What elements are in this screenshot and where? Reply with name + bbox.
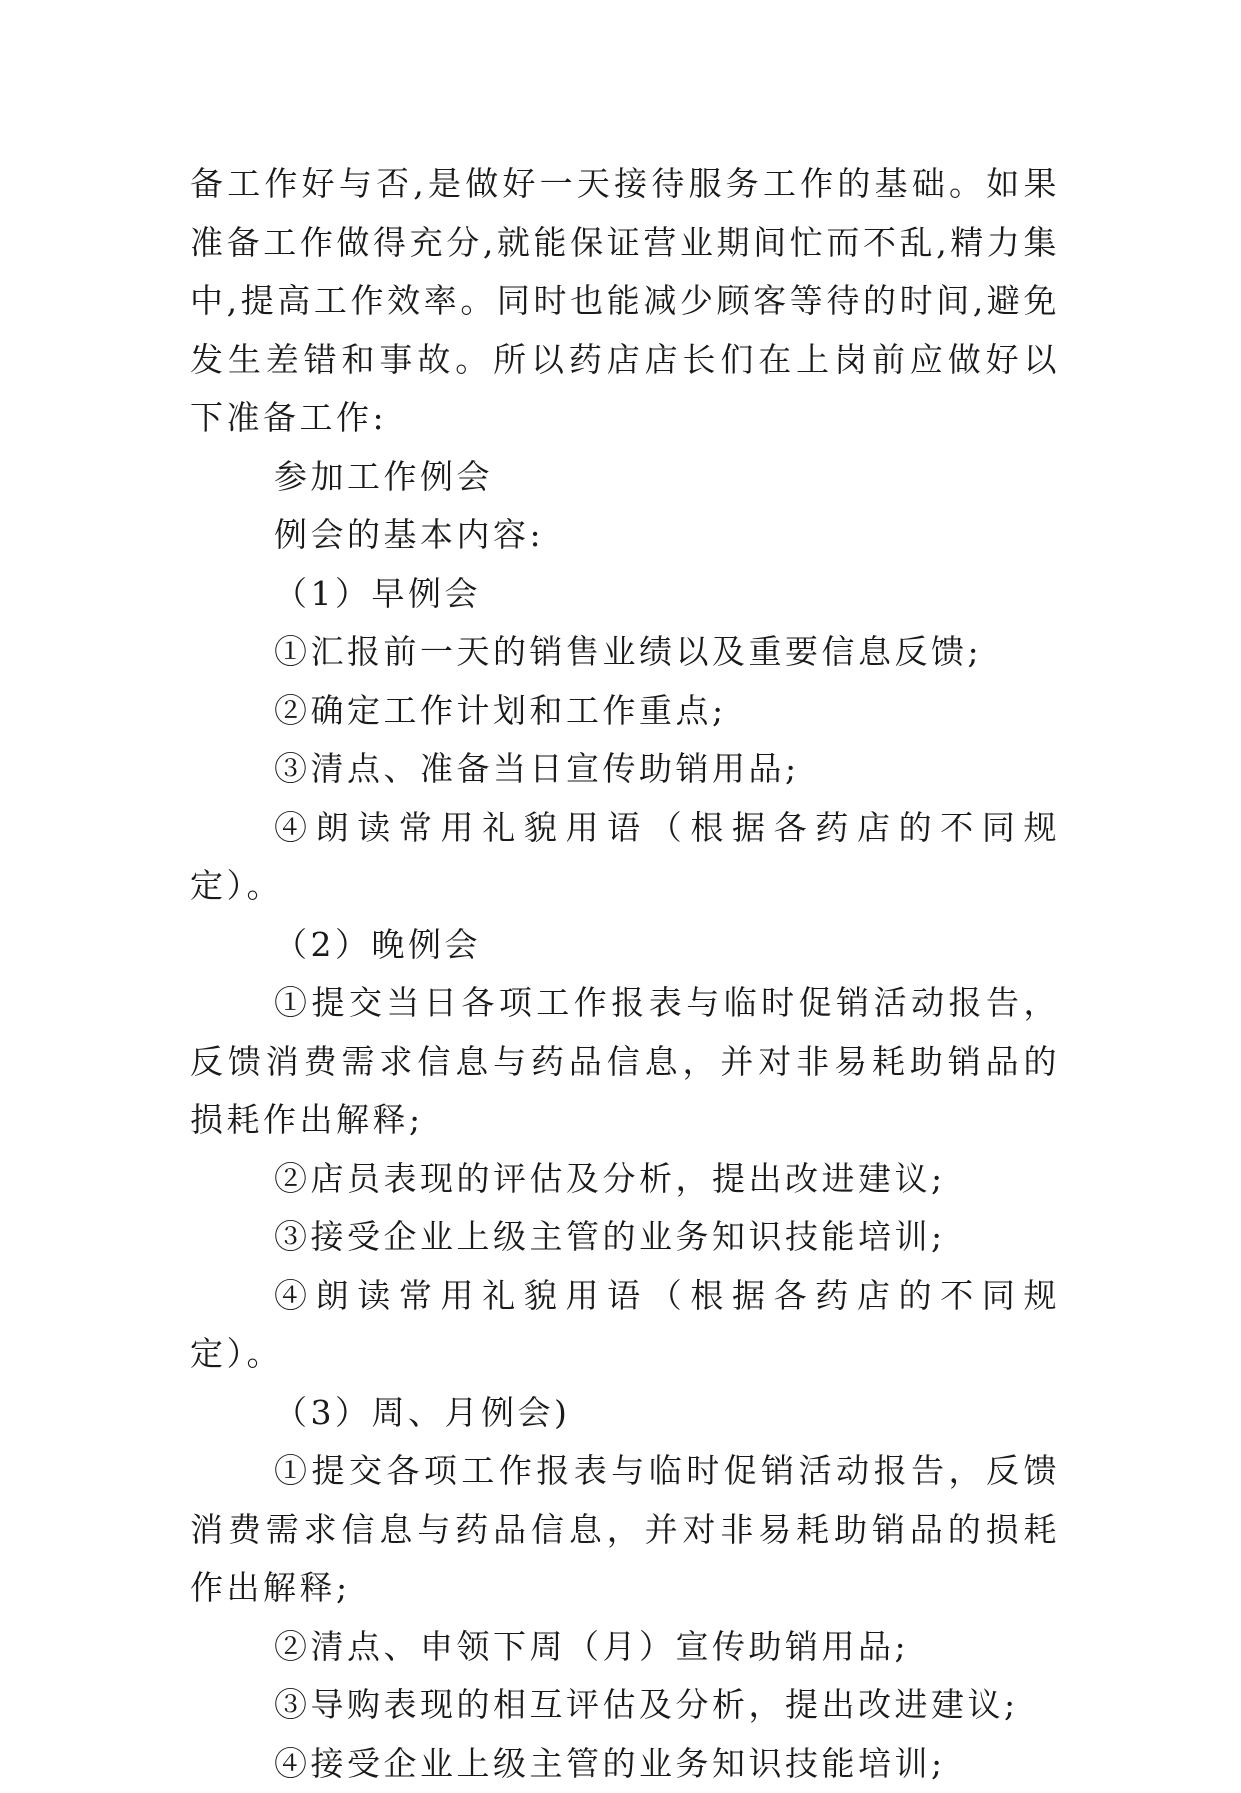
- list-item: ③清点、准备当日宣传助销用品;: [190, 740, 1060, 799]
- list-item: ①提交各项工作报表与临时促销活动报告，反馈消费需求信息与药品信息，并对非易耗助销品的损耗作出解释;: [190, 1442, 1060, 1618]
- section-heading: 参加工作例会: [190, 448, 1060, 507]
- list-item: ③导购表现的相互评估及分析，提出改进建议;: [190, 1676, 1060, 1735]
- list-heading-morning: （1）早例会: [190, 565, 1060, 624]
- body-paragraph: 备工作好与否,是做好一天接待服务工作的基础。如果准备工作做得充分,就能保证营业期间忙而不乱,精力集中,提高工作效率。同时也能减少顾客等待的时间,避免发生差错和事故。所以药店店长们在上岗前应做好以下准备工作:: [190, 155, 1060, 448]
- list-heading-evening: （2）晚例会: [190, 916, 1060, 975]
- list-item: ③接受企业上级主管的业务知识技能培训;: [190, 1208, 1060, 1267]
- list-item: ④接受企业上级主管的业务知识技能培训;: [190, 1735, 1060, 1793]
- list-item: ④朗读常用礼貌用语（根据各药店的不同规定）。: [190, 1267, 1060, 1384]
- list-item: ①提交当日各项工作报表与临时促销活动报告，反馈消费需求信息与药品信息，并对非易耗助销品的损耗作出解释;: [190, 974, 1060, 1150]
- list-item: ①汇报前一天的销售业绩以及重要信息反馈;: [190, 623, 1060, 682]
- subsection-heading: 例会的基本内容:: [190, 506, 1060, 565]
- document-page: [190, 155, 1060, 1793]
- list-item: ②确定工作计划和工作重点;: [190, 682, 1060, 741]
- list-item: ④朗读常用礼貌用语（根据各药店的不同规定）。: [190, 799, 1060, 916]
- list-item: ②清点、申领下周（月）宣传助销用品;: [190, 1618, 1060, 1677]
- list-heading-weekly-monthly: （3）周、月例会): [190, 1384, 1060, 1443]
- list-item: ②店员表现的评估及分析，提出改进建议;: [190, 1150, 1060, 1209]
